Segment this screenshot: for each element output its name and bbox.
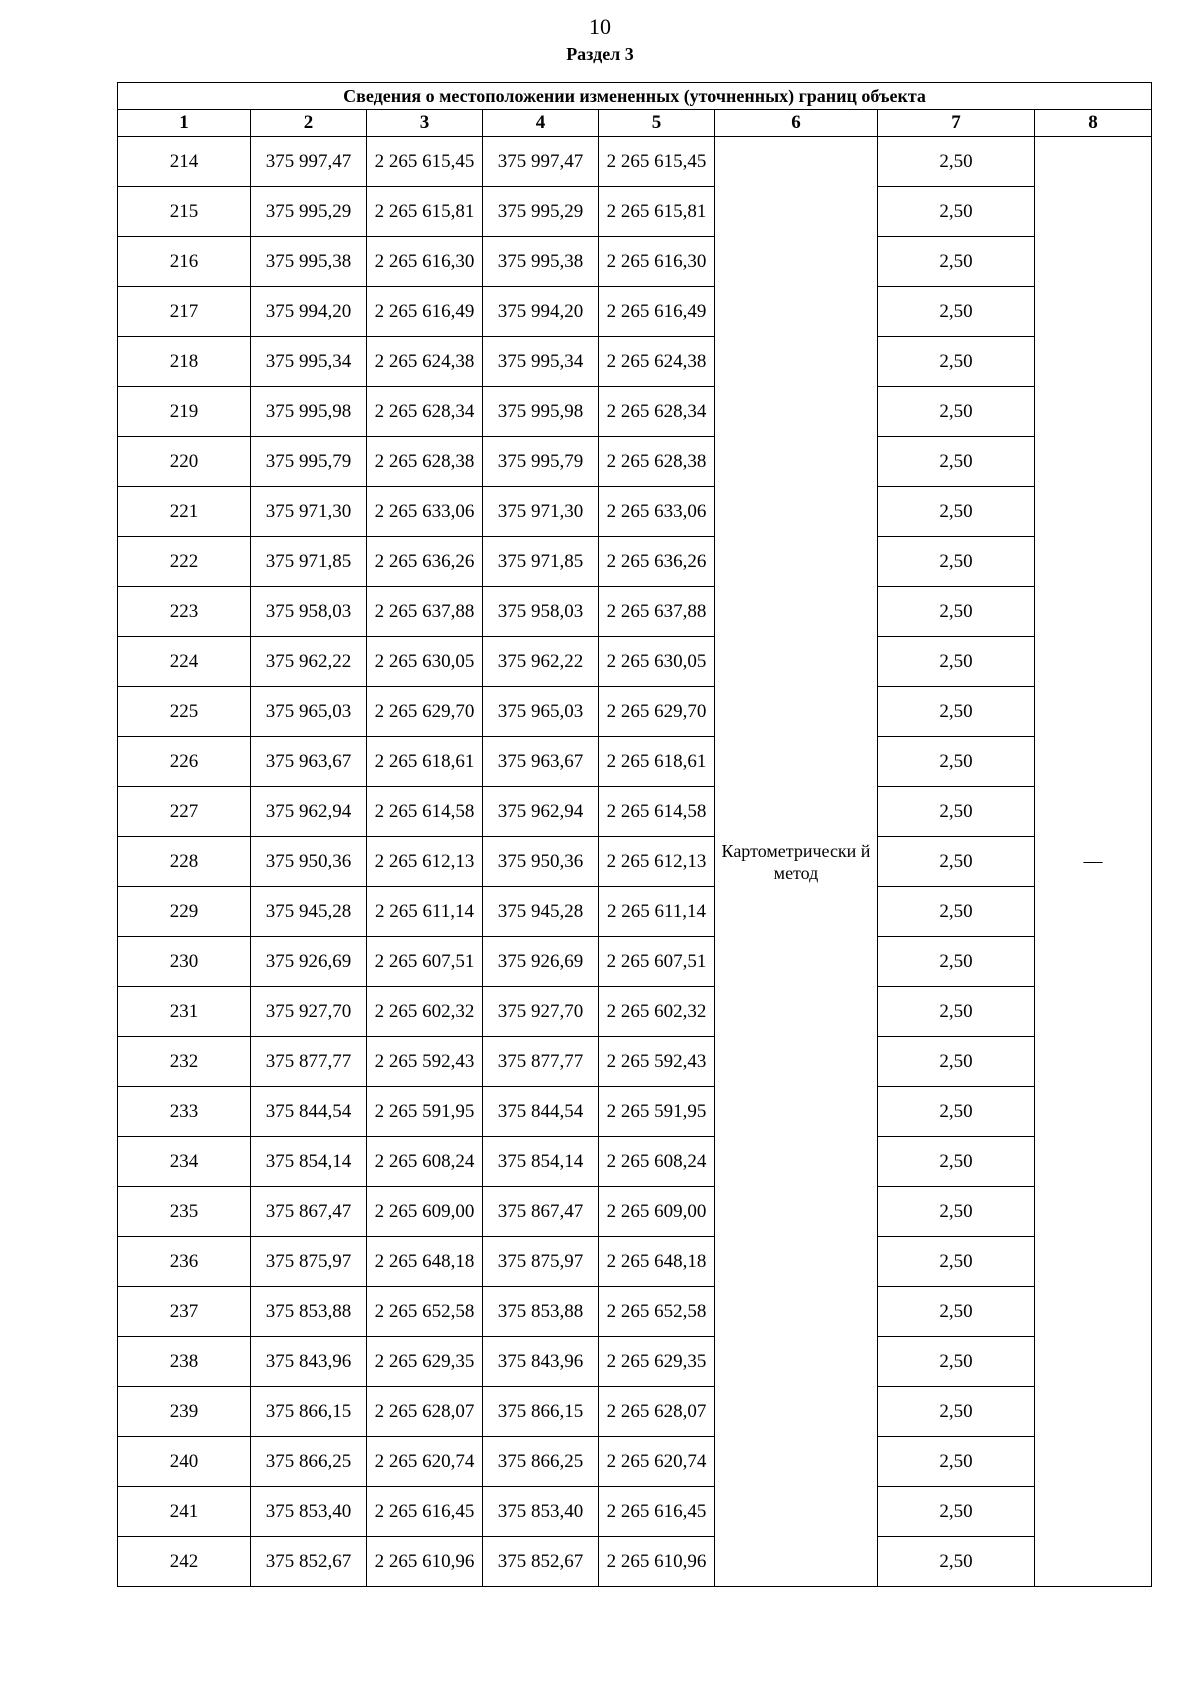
- y-new-cell: 2 265 607,51: [599, 937, 715, 987]
- y-new-cell: 2 265 618,61: [599, 737, 715, 787]
- x-existing-cell: 375 843,96: [251, 1337, 367, 1387]
- x-new-cell: 375 997,47: [483, 137, 599, 187]
- table-row: [118, 187, 1152, 237]
- x-new-cell: 375 965,03: [483, 687, 599, 737]
- point-number-cell: 234: [118, 1137, 251, 1187]
- x-existing-cell: 375 875,97: [251, 1237, 367, 1287]
- column-number: 1: [118, 110, 251, 137]
- x-existing-cell: 375 945,28: [251, 887, 367, 937]
- x-new-cell: 375 852,67: [483, 1537, 599, 1587]
- table-row: [118, 1337, 1152, 1387]
- table-row: [118, 1087, 1152, 1137]
- table-row: [118, 887, 1152, 937]
- x-existing-cell: 375 927,70: [251, 987, 367, 1037]
- point-number-cell: 226: [118, 737, 251, 787]
- table-row: [118, 787, 1152, 837]
- y-new-cell: 2 265 648,18: [599, 1237, 715, 1287]
- y-existing-cell: 2 265 633,06: [367, 487, 483, 537]
- table-row: [118, 387, 1152, 437]
- x-new-cell: 375 853,40: [483, 1487, 599, 1537]
- method-cell: Картометрически й метод: [715, 137, 878, 1587]
- x-existing-cell: 375 866,15: [251, 1387, 367, 1437]
- x-new-cell: 375 877,77: [483, 1037, 599, 1087]
- y-existing-cell: 2 265 615,45: [367, 137, 483, 187]
- y-existing-cell: 2 265 616,49: [367, 287, 483, 337]
- y-existing-cell: 2 265 648,18: [367, 1237, 483, 1287]
- point-number-cell: 242: [118, 1537, 251, 1587]
- accuracy-cell: 2,50: [878, 1437, 1035, 1487]
- table-row: [118, 737, 1152, 787]
- point-number-cell: 222: [118, 537, 251, 587]
- column-number: 2: [251, 110, 367, 137]
- x-existing-cell: 375 971,85: [251, 537, 367, 587]
- x-new-cell: 375 958,03: [483, 587, 599, 637]
- y-new-cell: 2 265 637,88: [599, 587, 715, 637]
- x-existing-cell: 375 854,14: [251, 1137, 367, 1187]
- y-existing-cell: 2 265 614,58: [367, 787, 483, 837]
- point-number-cell: 240: [118, 1437, 251, 1487]
- x-existing-cell: 375 965,03: [251, 687, 367, 737]
- x-new-cell: 375 963,67: [483, 737, 599, 787]
- accuracy-cell: 2,50: [878, 137, 1035, 187]
- y-new-cell: 2 265 615,45: [599, 137, 715, 187]
- y-existing-cell: 2 265 628,38: [367, 437, 483, 487]
- column-number: 5: [599, 110, 715, 137]
- accuracy-cell: 2,50: [878, 637, 1035, 687]
- table-row: [118, 687, 1152, 737]
- point-number-cell: 216: [118, 237, 251, 287]
- x-existing-cell: 375 926,69: [251, 937, 367, 987]
- table-row: [118, 1137, 1152, 1187]
- point-number-cell: 241: [118, 1487, 251, 1537]
- accuracy-cell: 2,50: [878, 287, 1035, 337]
- y-new-cell: 2 265 628,34: [599, 387, 715, 437]
- x-existing-cell: 375 853,40: [251, 1487, 367, 1537]
- y-new-cell: 2 265 624,38: [599, 337, 715, 387]
- y-new-cell: 2 265 609,00: [599, 1187, 715, 1237]
- x-existing-cell: 375 963,67: [251, 737, 367, 787]
- point-number-cell: 233: [118, 1087, 251, 1137]
- y-existing-cell: 2 265 628,34: [367, 387, 483, 437]
- accuracy-cell: 2,50: [878, 1387, 1035, 1437]
- x-existing-cell: 375 995,79: [251, 437, 367, 487]
- accuracy-cell: 2,50: [878, 1037, 1035, 1087]
- accuracy-cell: 2,50: [878, 1537, 1035, 1587]
- y-existing-cell: 2 265 629,35: [367, 1337, 483, 1387]
- section-title: Раздел 3: [566, 44, 634, 64]
- y-existing-cell: 2 265 624,38: [367, 337, 483, 387]
- x-new-cell: 375 866,15: [483, 1387, 599, 1437]
- y-existing-cell: 2 265 616,45: [367, 1487, 483, 1537]
- table-row: [118, 587, 1152, 637]
- table-row: [118, 437, 1152, 487]
- accuracy-cell: 2,50: [878, 1137, 1035, 1187]
- table-row: [118, 1487, 1152, 1537]
- accuracy-cell: 2,50: [878, 487, 1035, 537]
- point-number-cell: 225: [118, 687, 251, 737]
- y-new-cell: 2 265 591,95: [599, 1087, 715, 1137]
- y-new-cell: 2 265 614,58: [599, 787, 715, 837]
- point-number-cell: 230: [118, 937, 251, 987]
- accuracy-cell: 2,50: [878, 537, 1035, 587]
- y-new-cell: 2 265 636,26: [599, 537, 715, 587]
- table-row: [118, 337, 1152, 387]
- table-row: [118, 1037, 1152, 1087]
- x-new-cell: 375 971,30: [483, 487, 599, 537]
- point-number-cell: 228: [118, 837, 251, 887]
- point-number-cell: 229: [118, 887, 251, 937]
- y-new-cell: 2 265 629,70: [599, 687, 715, 737]
- point-number-cell: 219: [118, 387, 251, 437]
- accuracy-cell: 2,50: [878, 1487, 1035, 1537]
- y-new-cell: 2 265 628,38: [599, 437, 715, 487]
- y-existing-cell: 2 265 602,32: [367, 987, 483, 1037]
- x-existing-cell: 375 997,47: [251, 137, 367, 187]
- y-new-cell: 2 265 592,43: [599, 1037, 715, 1087]
- x-new-cell: 375 994,20: [483, 287, 599, 337]
- column-number: 8: [1035, 110, 1152, 137]
- y-new-cell: 2 265 612,13: [599, 837, 715, 887]
- x-existing-cell: 375 995,34: [251, 337, 367, 387]
- y-existing-cell: 2 265 629,70: [367, 687, 483, 737]
- x-new-cell: 375 843,96: [483, 1337, 599, 1387]
- accuracy-cell: 2,50: [878, 937, 1035, 987]
- point-number-cell: 237: [118, 1287, 251, 1337]
- x-existing-cell: 375 950,36: [251, 837, 367, 887]
- y-new-cell: 2 265 629,35: [599, 1337, 715, 1387]
- x-new-cell: 375 950,36: [483, 837, 599, 887]
- accuracy-cell: 2,50: [878, 787, 1035, 837]
- x-existing-cell: 375 867,47: [251, 1187, 367, 1237]
- accuracy-cell: 2,50: [878, 687, 1035, 737]
- column-number: 4: [483, 110, 599, 137]
- accuracy-cell: 2,50: [878, 237, 1035, 287]
- x-new-cell: 375 962,94: [483, 787, 599, 837]
- accuracy-cell: 2,50: [878, 837, 1035, 887]
- accuracy-cell: 2,50: [878, 337, 1035, 387]
- point-number-cell: 232: [118, 1037, 251, 1087]
- accuracy-cell: 2,50: [878, 737, 1035, 787]
- table-row: [118, 937, 1152, 987]
- point-number-cell: 214: [118, 137, 251, 187]
- y-existing-cell: 2 265 611,14: [367, 887, 483, 937]
- point-number-cell: 235: [118, 1187, 251, 1237]
- column-number: 6: [715, 110, 878, 137]
- y-existing-cell: 2 265 628,07: [367, 1387, 483, 1437]
- y-new-cell: 2 265 610,96: [599, 1537, 715, 1587]
- point-number-cell: 217: [118, 287, 251, 337]
- point-number-cell: 239: [118, 1387, 251, 1437]
- accuracy-cell: 2,50: [878, 587, 1035, 637]
- y-existing-cell: 2 265 612,13: [367, 837, 483, 887]
- table-caption: Сведения о местоположении измененных (уточненных) границ объекта: [118, 83, 1152, 110]
- point-number-cell: 221: [118, 487, 251, 537]
- accuracy-cell: 2,50: [878, 1237, 1035, 1287]
- point-number-cell: 231: [118, 987, 251, 1037]
- x-new-cell: 375 945,28: [483, 887, 599, 937]
- coordinates-table: [117, 82, 1152, 1587]
- x-new-cell: 375 995,34: [483, 337, 599, 387]
- y-new-cell: 2 265 616,45: [599, 1487, 715, 1537]
- accuracy-cell: 2,50: [878, 1087, 1035, 1137]
- accuracy-cell: 2,50: [878, 1287, 1035, 1337]
- table-row: [118, 237, 1152, 287]
- column-number: 7: [878, 110, 1035, 137]
- y-new-cell: 2 265 608,24: [599, 1137, 715, 1187]
- table-row: [118, 1237, 1152, 1287]
- point-number-cell: 223: [118, 587, 251, 637]
- x-existing-cell: 375 877,77: [251, 1037, 367, 1087]
- accuracy-cell: 2,50: [878, 437, 1035, 487]
- x-new-cell: 375 962,22: [483, 637, 599, 687]
- x-existing-cell: 375 962,22: [251, 637, 367, 687]
- y-existing-cell: 2 265 592,43: [367, 1037, 483, 1087]
- x-new-cell: 375 995,79: [483, 437, 599, 487]
- y-existing-cell: 2 265 610,96: [367, 1537, 483, 1587]
- point-number-cell: 238: [118, 1337, 251, 1387]
- accuracy-cell: 2,50: [878, 387, 1035, 437]
- x-existing-cell: 375 994,20: [251, 287, 367, 337]
- y-existing-cell: 2 265 618,61: [367, 737, 483, 787]
- point-number-cell: 218: [118, 337, 251, 387]
- point-number-cell: 220: [118, 437, 251, 487]
- x-new-cell: 375 853,88: [483, 1287, 599, 1337]
- table-row: [118, 987, 1152, 1037]
- x-existing-cell: 375 853,88: [251, 1287, 367, 1337]
- page-number: 10: [589, 14, 611, 39]
- x-new-cell: 375 995,29: [483, 187, 599, 237]
- column-number: 3: [367, 110, 483, 137]
- y-existing-cell: 2 265 620,74: [367, 1437, 483, 1487]
- accuracy-cell: 2,50: [878, 987, 1035, 1037]
- table-row: [118, 1287, 1152, 1337]
- point-number-cell: 236: [118, 1237, 251, 1287]
- x-new-cell: 375 995,38: [483, 237, 599, 287]
- x-new-cell: 375 875,97: [483, 1237, 599, 1287]
- x-new-cell: 375 854,14: [483, 1137, 599, 1187]
- x-new-cell: 375 995,98: [483, 387, 599, 437]
- x-new-cell: 375 971,85: [483, 537, 599, 587]
- table-row: [118, 137, 1152, 187]
- point-number-cell: 215: [118, 187, 251, 237]
- point-number-cell: 227: [118, 787, 251, 837]
- table-row: [118, 537, 1152, 587]
- x-new-cell: 375 844,54: [483, 1087, 599, 1137]
- x-existing-cell: 375 852,67: [251, 1537, 367, 1587]
- table-row: [118, 1437, 1152, 1487]
- x-existing-cell: 375 958,03: [251, 587, 367, 637]
- note-cell: —: [1035, 137, 1152, 1587]
- y-new-cell: 2 265 611,14: [599, 887, 715, 937]
- y-existing-cell: 2 265 616,30: [367, 237, 483, 287]
- y-new-cell: 2 265 633,06: [599, 487, 715, 537]
- x-existing-cell: 375 962,94: [251, 787, 367, 837]
- table-row: [118, 287, 1152, 337]
- x-existing-cell: 375 995,38: [251, 237, 367, 287]
- x-new-cell: 375 926,69: [483, 937, 599, 987]
- y-existing-cell: 2 265 608,24: [367, 1137, 483, 1187]
- point-number-cell: 224: [118, 637, 251, 687]
- column-number-row: [118, 110, 1152, 137]
- y-new-cell: 2 265 620,74: [599, 1437, 715, 1487]
- table-row: [118, 1387, 1152, 1437]
- y-existing-cell: 2 265 607,51: [367, 937, 483, 987]
- y-new-cell: 2 265 615,81: [599, 187, 715, 237]
- y-existing-cell: 2 265 637,88: [367, 587, 483, 637]
- x-existing-cell: 375 866,25: [251, 1437, 367, 1487]
- y-existing-cell: 2 265 636,26: [367, 537, 483, 587]
- y-new-cell: 2 265 616,49: [599, 287, 715, 337]
- y-existing-cell: 2 265 652,58: [367, 1287, 483, 1337]
- table-row: [118, 1187, 1152, 1237]
- x-new-cell: 375 866,25: [483, 1437, 599, 1487]
- table-row: [118, 837, 1152, 887]
- accuracy-cell: 2,50: [878, 187, 1035, 237]
- table-row: [118, 637, 1152, 687]
- x-existing-cell: 375 971,30: [251, 487, 367, 537]
- x-new-cell: 375 867,47: [483, 1187, 599, 1237]
- y-existing-cell: 2 265 630,05: [367, 637, 483, 687]
- y-new-cell: 2 265 652,58: [599, 1287, 715, 1337]
- y-new-cell: 2 265 628,07: [599, 1387, 715, 1437]
- x-existing-cell: 375 995,29: [251, 187, 367, 237]
- table-row: [118, 1537, 1152, 1587]
- table-row: [118, 487, 1152, 537]
- y-new-cell: 2 265 602,32: [599, 987, 715, 1037]
- y-existing-cell: 2 265 609,00: [367, 1187, 483, 1237]
- y-existing-cell: 2 265 615,81: [367, 187, 483, 237]
- accuracy-cell: 2,50: [878, 1337, 1035, 1387]
- y-new-cell: 2 265 616,30: [599, 237, 715, 287]
- x-existing-cell: 375 995,98: [251, 387, 367, 437]
- x-new-cell: 375 927,70: [483, 987, 599, 1037]
- y-existing-cell: 2 265 591,95: [367, 1087, 483, 1137]
- x-existing-cell: 375 844,54: [251, 1087, 367, 1137]
- accuracy-cell: 2,50: [878, 1187, 1035, 1237]
- y-new-cell: 2 265 630,05: [599, 637, 715, 687]
- accuracy-cell: 2,50: [878, 887, 1035, 937]
